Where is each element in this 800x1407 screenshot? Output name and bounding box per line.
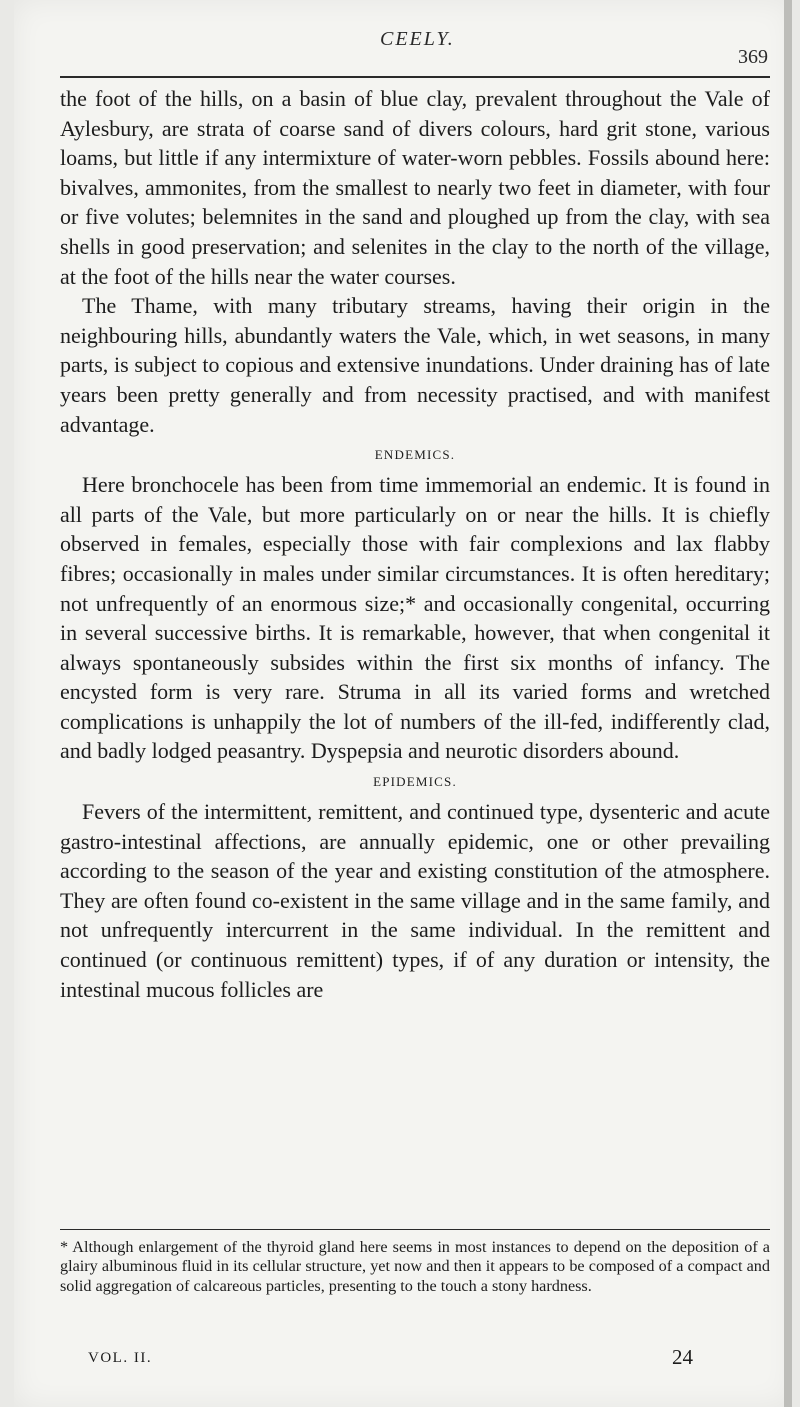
heading-endemics: ENDEMICS. xyxy=(374,447,456,463)
signature-mark: VOL. II. xyxy=(88,1350,153,1366)
paragraph-epidemics: Fevers of the intermittent, remittent, and continued type, dysenteric and acute gastro-intestinal affections, are annually epidemic, one or other prevailing according to the season of the year and existing constitution of the atmosphere. They are often found co-existent in the same village and in the same family, and not unfrequently intercurrent in the same individual. In the remittent and continued (or continuous remittent) types, if of any duration or intensity, the intestinal mucous follicles are xyxy=(60,799,770,1002)
running-head: CEELY. xyxy=(380,28,455,50)
footnote: * Although enlargement of the thyroid gland here seems in most instances to depend on the deposition of a glairy albuminous fluid in its cellular structure, yet now and then it appears to be composed of a compact and solid aggregation of calcareous particles, presenting to the touch a stony hardness. xyxy=(60,1238,770,1295)
page-number: 369 xyxy=(738,46,768,68)
heading-epidemics: EPIDEMICS. xyxy=(373,774,457,790)
page-gutter-edge xyxy=(784,0,792,1407)
book-page xyxy=(14,0,792,1407)
footnote-rule xyxy=(60,1229,770,1230)
paragraph-thame: The Thame, with many tributary streams, having their origin in the neighbouring hills, abundantly waters the Vale, which, in wet seasons, in many parts, is subject to copious and extensive inundations. Under draining has of late years been pretty generally and from necessity practised, and with manifest advantage. xyxy=(60,293,770,437)
header-rule xyxy=(60,76,770,78)
paragraph-geology-continued: the foot of the hills, on a basin of blue clay, prevalent throughout the Vale of Aylesbury, are strata of coarse sand of divers colours, hard grit stone, various loams, but little if any intermixture of water-worn pebbles. Fossils abound here: bivalves, ammonites, from the smallest to nearly two feet in diameter, with four or five volutes; belemnites in the sand and ploughed up from the clay, with sea shells in good preservation; and selenites in the clay to the north of the village, at the foot of the hills near the water courses. xyxy=(60,86,770,289)
main-text xyxy=(60,84,770,1004)
sheet-number: 24 xyxy=(672,1345,693,1369)
paragraph-endemics: Here bronchocele has been from time immemorial an endemic. It is found in all parts of the Vale, but more particularly on or near the hills. It is chiefly observed in females, especially those with fair complexions and lax flabby fibres; occasionally in males under similar circumstances. It is often hereditary; not unfrequently of an enormous size;* and occasionally congenital, occurring in several successive births. It is remarkable, however, that when congenital it always spontaneously subsides within the first six months of infancy. The encysted form is very rare. Struma in all its varied forms and wretched complications is unhappily the lot of numbers of the ill-fed, indifferently clad, and badly lodged peasantry. Dyspepsia and neurotic disorders abound. xyxy=(60,472,770,764)
